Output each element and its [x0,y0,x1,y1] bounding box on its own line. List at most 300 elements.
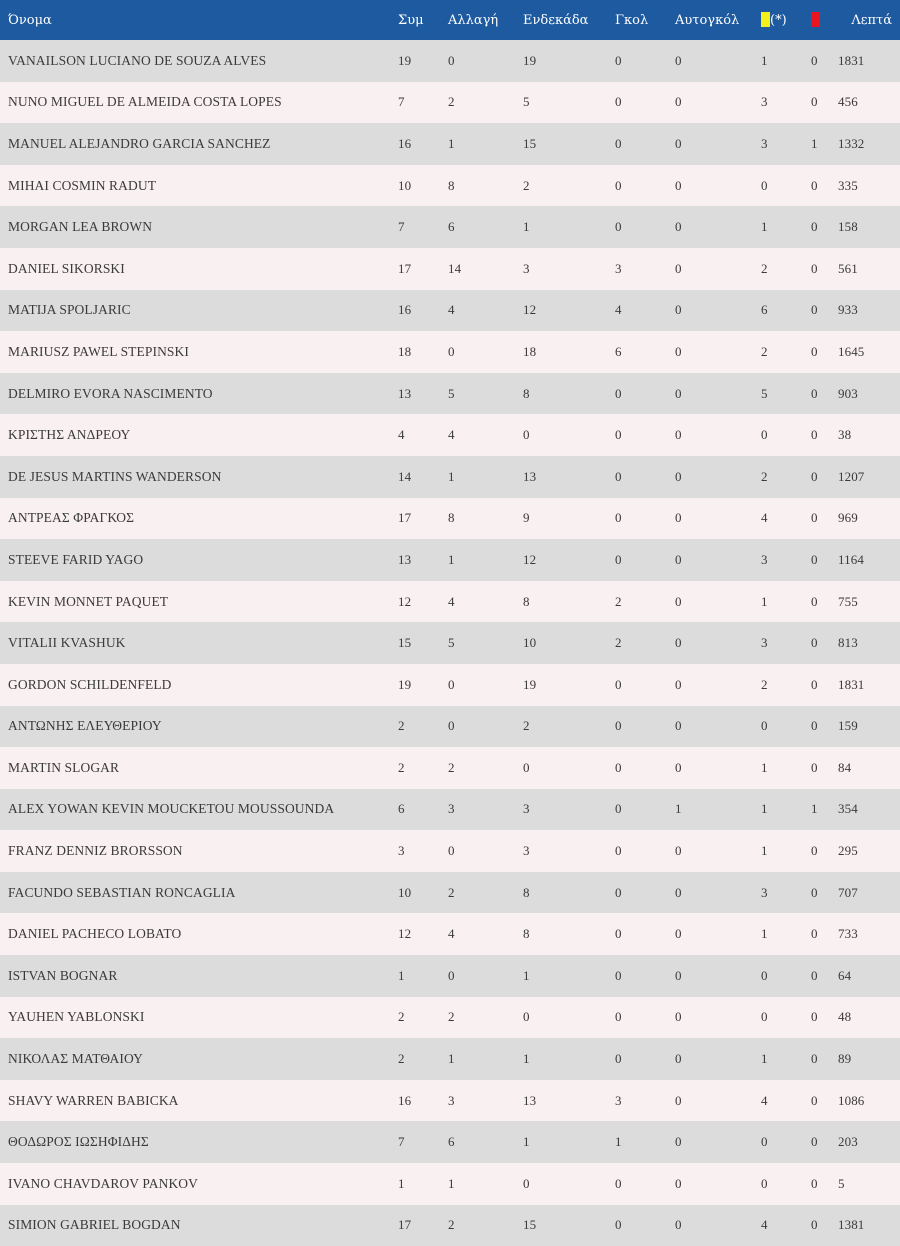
header-yellow-cards[interactable] [753,0,803,40]
yellow-cards-cell: 1 [753,1038,803,1080]
red-cards-cell: 0 [803,414,830,456]
goals-cell: 0 [607,40,667,82]
table-row [0,40,900,82]
subs-cell: 8 [440,498,515,540]
subs-cell: 0 [440,664,515,706]
player-name-cell: ΚΡΙΣΤΗΣ ΑΝΔΡΕΟΥ [0,414,390,456]
minutes-cell: 5 [830,1163,900,1205]
red-cards-cell: 0 [803,498,830,540]
player-name-cell: SIMION GABRIEL BOGDAN [0,1205,390,1246]
starts-cell: 12 [515,539,607,581]
goals-cell: 0 [607,913,667,955]
minutes-cell: 295 [830,830,900,872]
minutes-cell: 813 [830,622,900,664]
apps-cell: 7 [390,1121,440,1163]
apps-cell: 7 [390,206,440,248]
header-row [0,0,900,40]
apps-cell: 16 [390,1080,440,1122]
goals-cell: 0 [607,872,667,914]
yellow-cards-cell: 3 [753,123,803,165]
own-goals-cell: 0 [667,123,753,165]
player-name-cell: ΘΟΔΩΡΟΣ ΙΩΣΗΦΙΔΗΣ [0,1121,390,1163]
subs-cell: 0 [440,955,515,997]
subs-cell: 4 [440,913,515,955]
goals-cell: 2 [607,622,667,664]
yellow-cards-cell: 0 [753,955,803,997]
table-row [0,789,900,831]
table-header [0,0,900,40]
own-goals-cell: 0 [667,414,753,456]
table-row [0,373,900,415]
goals-cell: 2 [607,581,667,623]
subs-cell: 8 [440,165,515,207]
table-row [0,456,900,498]
player-name-cell: VANAILSON LUCIANO DE SOUZA ALVES [0,40,390,82]
own-goals-cell: 0 [667,997,753,1039]
apps-cell: 16 [390,290,440,332]
table-row [0,123,900,165]
goals-cell: 0 [607,539,667,581]
red-cards-cell: 0 [803,830,830,872]
own-goals-cell: 0 [667,456,753,498]
starts-cell: 3 [515,248,607,290]
goals-cell: 0 [607,123,667,165]
subs-cell: 1 [440,456,515,498]
yellow-cards-cell: 3 [753,82,803,124]
own-goals-cell: 0 [667,872,753,914]
own-goals-cell: 0 [667,664,753,706]
goals-cell: 0 [607,206,667,248]
subs-cell: 2 [440,997,515,1039]
goals-cell: 0 [607,1163,667,1205]
red-cards-cell: 0 [803,1205,830,1246]
starts-cell: 1 [515,955,607,997]
apps-cell: 2 [390,747,440,789]
yellow-cards-cell: 3 [753,539,803,581]
own-goals-cell: 0 [667,539,753,581]
header-own-goals[interactable]: Αυτογκόλ [667,0,753,40]
red-cards-cell: 0 [803,997,830,1039]
starts-cell: 12 [515,290,607,332]
goals-cell: 0 [607,498,667,540]
minutes-cell: 335 [830,165,900,207]
subs-cell: 3 [440,789,515,831]
own-goals-cell: 0 [667,622,753,664]
goals-cell: 0 [607,955,667,997]
subs-cell: 4 [440,414,515,456]
table-row [0,498,900,540]
red-cards-cell: 0 [803,622,830,664]
minutes-cell: 84 [830,747,900,789]
subs-cell: 2 [440,82,515,124]
goals-cell: 1 [607,1121,667,1163]
goals-cell: 0 [607,414,667,456]
player-name-cell: ISTVAN BOGNAR [0,955,390,997]
red-cards-cell: 0 [803,913,830,955]
minutes-cell: 48 [830,997,900,1039]
minutes-cell: 159 [830,706,900,748]
subs-cell: 1 [440,539,515,581]
starts-cell: 0 [515,1163,607,1205]
player-name-cell: FACUNDO SEBASTIAN RONCAGLIA [0,872,390,914]
starts-cell: 1 [515,1038,607,1080]
starts-cell: 3 [515,830,607,872]
goals-cell: 6 [607,331,667,373]
header-red-cards[interactable] [803,0,830,40]
header-apps[interactable]: Συμ [390,0,440,40]
apps-cell: 2 [390,997,440,1039]
red-cards-cell: 0 [803,747,830,789]
player-name-cell: KEVIN MONNET PAQUET [0,581,390,623]
apps-cell: 16 [390,123,440,165]
player-name-cell: MIHAI COSMIN RADUT [0,165,390,207]
player-name-cell: ALEX YOWAN KEVIN MOUCKETOU MOUSSOUNDA [0,789,390,831]
minutes-cell: 89 [830,1038,900,1080]
table-row [0,622,900,664]
player-name-cell: ΝΙΚΟΛΑΣ ΜΑΤΘΑΙΟΥ [0,1038,390,1080]
player-name-cell: DE JESUS MARTINS WANDERSON [0,456,390,498]
player-name-cell: MANUEL ALEJANDRO GARCIA SANCHEZ [0,123,390,165]
yellow-card-icon [761,12,770,27]
starts-cell: 15 [515,1205,607,1246]
goals-cell: 0 [607,1038,667,1080]
goals-cell: 0 [607,1205,667,1246]
apps-cell: 13 [390,539,440,581]
apps-cell: 17 [390,1205,440,1246]
own-goals-cell: 1 [667,789,753,831]
subs-cell: 1 [440,1163,515,1205]
minutes-cell: 1645 [830,331,900,373]
subs-cell: 5 [440,373,515,415]
player-name-cell: MARTIN SLOGAR [0,747,390,789]
own-goals-cell: 0 [667,40,753,82]
minutes-cell: 158 [830,206,900,248]
table-row [0,206,900,248]
goals-cell: 3 [607,1080,667,1122]
goals-cell: 0 [607,789,667,831]
minutes-cell: 1381 [830,1205,900,1246]
apps-cell: 10 [390,872,440,914]
yellow-cards-cell: 1 [753,206,803,248]
starts-cell: 8 [515,373,607,415]
yellow-cards-cell: 0 [753,706,803,748]
red-cards-cell: 0 [803,456,830,498]
red-cards-cell: 0 [803,248,830,290]
starts-cell: 2 [515,706,607,748]
red-cards-cell: 0 [803,1080,830,1122]
header-goals[interactable]: Γκολ [607,0,667,40]
subs-cell: 4 [440,581,515,623]
own-goals-cell: 0 [667,290,753,332]
player-name-cell: ΑΝΤΩΝΗΣ ΕΛΕΥΘΕΡΙΟΥ [0,706,390,748]
player-name-cell: VITALII KVASHUK [0,622,390,664]
player-name-cell: DELMIRO EVORA NASCIMENTO [0,373,390,415]
minutes-cell: 1207 [830,456,900,498]
red-cards-cell: 0 [803,40,830,82]
subs-cell: 6 [440,1121,515,1163]
minutes-cell: 561 [830,248,900,290]
header-starts[interactable]: Ενδεκάδα [515,0,607,40]
player-name-cell: MORGAN LEA BROWN [0,206,390,248]
starts-cell: 18 [515,331,607,373]
red-cards-cell: 0 [803,539,830,581]
table-row [0,248,900,290]
table-row [0,1163,900,1205]
starts-cell: 2 [515,165,607,207]
player-name-cell: MATIJA SPOLJARIC [0,290,390,332]
minutes-cell: 203 [830,1121,900,1163]
apps-cell: 10 [390,165,440,207]
subs-cell: 2 [440,1205,515,1246]
starts-cell: 1 [515,206,607,248]
starts-cell: 19 [515,40,607,82]
red-card-icon [811,12,820,27]
red-cards-cell: 0 [803,664,830,706]
starts-cell: 8 [515,581,607,623]
table-row [0,664,900,706]
table-row [0,581,900,623]
subs-cell: 0 [440,706,515,748]
red-cards-cell: 0 [803,706,830,748]
own-goals-cell: 0 [667,706,753,748]
subs-cell: 1 [440,1038,515,1080]
yellow-cards-cell: 1 [753,747,803,789]
starts-cell: 9 [515,498,607,540]
minutes-cell: 38 [830,414,900,456]
yellow-cards-cell: 0 [753,414,803,456]
red-cards-cell: 0 [803,1163,830,1205]
table-row [0,290,900,332]
yellow-cards-cell: 4 [753,1205,803,1246]
apps-cell: 3 [390,830,440,872]
starts-cell: 13 [515,456,607,498]
minutes-cell: 1831 [830,40,900,82]
red-cards-cell: 0 [803,331,830,373]
subs-cell: 3 [440,1080,515,1122]
apps-cell: 17 [390,498,440,540]
apps-cell: 17 [390,248,440,290]
minutes-cell: 969 [830,498,900,540]
red-cards-cell: 1 [803,123,830,165]
apps-cell: 18 [390,331,440,373]
own-goals-cell: 0 [667,248,753,290]
goals-cell: 0 [607,373,667,415]
yellow-cards-cell: 1 [753,789,803,831]
apps-cell: 13 [390,373,440,415]
table-row [0,1121,900,1163]
starts-cell: 8 [515,872,607,914]
own-goals-cell: 0 [667,206,753,248]
goals-cell: 0 [607,456,667,498]
header-yellow-suffix: (*) [770,13,787,28]
goals-cell: 3 [607,248,667,290]
apps-cell: 19 [390,40,440,82]
red-cards-cell: 0 [803,1121,830,1163]
subs-cell: 5 [440,622,515,664]
apps-cell: 2 [390,1038,440,1080]
subs-cell: 6 [440,206,515,248]
goals-cell: 0 [607,747,667,789]
goals-cell: 0 [607,997,667,1039]
minutes-cell: 1086 [830,1080,900,1122]
table-row [0,706,900,748]
starts-cell: 0 [515,414,607,456]
header-subs[interactable]: Αλλαγή [440,0,515,40]
apps-cell: 4 [390,414,440,456]
minutes-cell: 354 [830,789,900,831]
table-row [0,165,900,207]
apps-cell: 6 [390,789,440,831]
player-name-cell: DANIEL PACHECO LOBATO [0,913,390,955]
subs-cell: 0 [440,40,515,82]
table-row [0,414,900,456]
player-name-cell: FRANZ DENNIZ BRORSSON [0,830,390,872]
player-name-cell: SHAVY WARREN BABICKA [0,1080,390,1122]
table-row [0,997,900,1039]
minutes-cell: 1332 [830,123,900,165]
goals-cell: 4 [607,290,667,332]
table-row [0,539,900,581]
own-goals-cell: 0 [667,955,753,997]
minutes-cell: 903 [830,373,900,415]
subs-cell: 2 [440,747,515,789]
red-cards-cell: 0 [803,290,830,332]
table-body [0,40,900,1246]
starts-cell: 15 [515,123,607,165]
starts-cell: 5 [515,82,607,124]
own-goals-cell: 0 [667,331,753,373]
yellow-cards-cell: 1 [753,40,803,82]
starts-cell: 19 [515,664,607,706]
own-goals-cell: 0 [667,747,753,789]
minutes-cell: 64 [830,955,900,997]
yellow-cards-cell: 2 [753,248,803,290]
red-cards-cell: 0 [803,872,830,914]
yellow-cards-cell: 4 [753,498,803,540]
apps-cell: 2 [390,706,440,748]
own-goals-cell: 0 [667,1205,753,1246]
minutes-cell: 1831 [830,664,900,706]
player-name-cell: YAUHEN YABLONSKI [0,997,390,1039]
goals-cell: 0 [607,165,667,207]
table-row [0,872,900,914]
yellow-cards-cell: 5 [753,373,803,415]
table-row [0,331,900,373]
yellow-cards-cell: 6 [753,290,803,332]
own-goals-cell: 0 [667,498,753,540]
apps-cell: 12 [390,581,440,623]
minutes-cell: 1164 [830,539,900,581]
minutes-cell: 733 [830,913,900,955]
goals-cell: 0 [607,82,667,124]
goals-cell: 0 [607,706,667,748]
own-goals-cell: 0 [667,913,753,955]
starts-cell: 13 [515,1080,607,1122]
subs-cell: 14 [440,248,515,290]
player-name-cell: DANIEL SIKORSKI [0,248,390,290]
apps-cell: 19 [390,664,440,706]
minutes-cell: 456 [830,82,900,124]
yellow-cards-cell: 2 [753,664,803,706]
player-name-cell: STEEVE FARID YAGO [0,539,390,581]
own-goals-cell: 0 [667,165,753,207]
table-row [0,747,900,789]
subs-cell: 1 [440,123,515,165]
header-minutes[interactable]: Λεπτά [830,0,900,40]
yellow-cards-cell: 0 [753,1121,803,1163]
header-name[interactable]: Όνομα [0,0,390,40]
starts-cell: 3 [515,789,607,831]
player-name-cell: NUNO MIGUEL DE ALMEIDA COSTA LOPES [0,82,390,124]
own-goals-cell: 0 [667,1080,753,1122]
red-cards-cell: 0 [803,165,830,207]
goals-cell: 0 [607,830,667,872]
yellow-cards-cell: 0 [753,997,803,1039]
starts-cell: 0 [515,747,607,789]
apps-cell: 12 [390,913,440,955]
player-name-cell: IVANO CHAVDAROV PANKOV [0,1163,390,1205]
yellow-cards-cell: 3 [753,622,803,664]
apps-cell: 7 [390,82,440,124]
own-goals-cell: 0 [667,373,753,415]
subs-cell: 2 [440,872,515,914]
table-row [0,830,900,872]
table-row [0,1038,900,1080]
starts-cell: 8 [515,913,607,955]
starts-cell: 10 [515,622,607,664]
red-cards-cell: 1 [803,789,830,831]
yellow-cards-cell: 1 [753,913,803,955]
table-row [0,82,900,124]
own-goals-cell: 0 [667,1038,753,1080]
yellow-cards-cell: 0 [753,1163,803,1205]
yellow-cards-cell: 2 [753,331,803,373]
red-cards-cell: 0 [803,1038,830,1080]
table-row [0,1080,900,1122]
red-cards-cell: 0 [803,82,830,124]
apps-cell: 1 [390,1163,440,1205]
own-goals-cell: 0 [667,581,753,623]
own-goals-cell: 0 [667,830,753,872]
apps-cell: 1 [390,955,440,997]
starts-cell: 0 [515,997,607,1039]
yellow-cards-cell: 1 [753,830,803,872]
goals-cell: 0 [607,664,667,706]
starts-cell: 1 [515,1121,607,1163]
red-cards-cell: 0 [803,955,830,997]
yellow-cards-cell: 2 [753,456,803,498]
player-name-cell: MARIUSZ PAWEL STEPINSKI [0,331,390,373]
red-cards-cell: 0 [803,206,830,248]
subs-cell: 0 [440,830,515,872]
apps-cell: 15 [390,622,440,664]
red-cards-cell: 0 [803,373,830,415]
red-cards-cell: 0 [803,581,830,623]
minutes-cell: 755 [830,581,900,623]
yellow-cards-cell: 1 [753,581,803,623]
table-row [0,955,900,997]
yellow-cards-cell: 3 [753,872,803,914]
table-row [0,913,900,955]
subs-cell: 0 [440,331,515,373]
yellow-cards-cell: 4 [753,1080,803,1122]
minutes-cell: 933 [830,290,900,332]
player-name-cell: ΑΝΤΡΕΑΣ ΦΡΑΓΚΟΣ [0,498,390,540]
apps-cell: 14 [390,456,440,498]
subs-cell: 4 [440,290,515,332]
own-goals-cell: 0 [667,82,753,124]
yellow-cards-cell: 0 [753,165,803,207]
